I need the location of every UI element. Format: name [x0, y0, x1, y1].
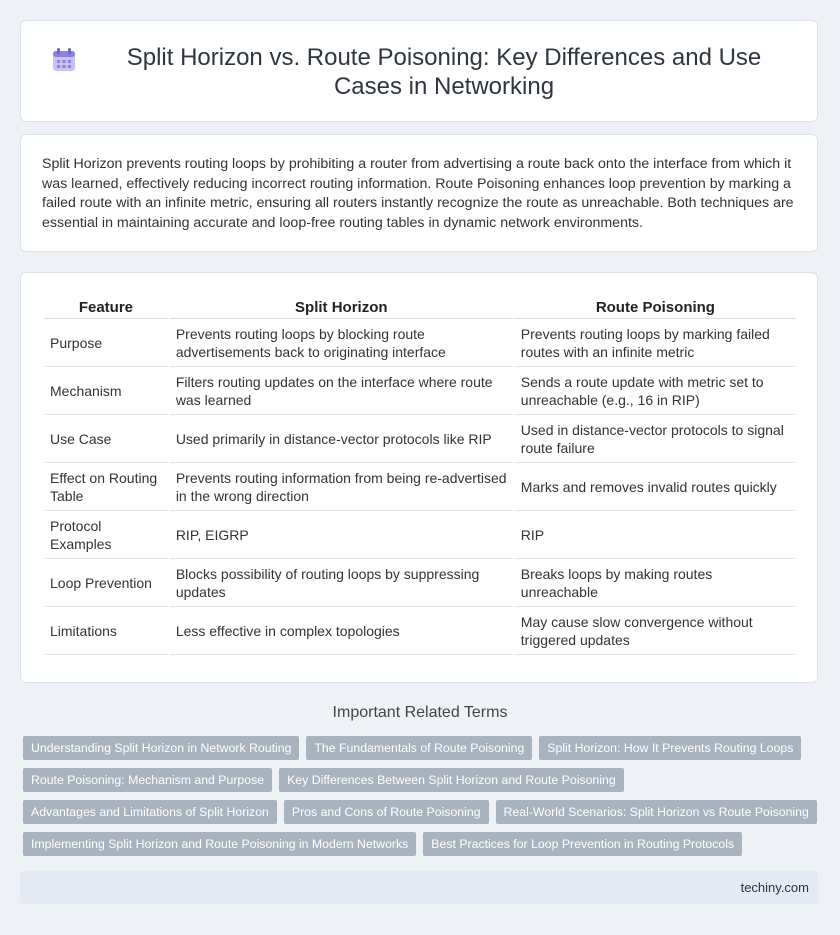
feature-cell: Loop Prevention	[44, 559, 168, 607]
table-row	[44, 559, 796, 607]
related-tags-row	[23, 768, 624, 792]
related-tag-link[interactable]: Understanding Split Horizon in Network Routing	[23, 736, 299, 760]
related-tags-row	[23, 832, 742, 856]
split-horizon-cell: Filters routing updates on the interface where route was learned	[170, 367, 513, 415]
footer-site-name[interactable]: techiny.com	[740, 880, 809, 895]
feature-cell: Protocol Examples	[44, 511, 168, 559]
route-poisoning-cell: Breaks loops by making routes unreachable	[515, 559, 796, 607]
feature-cell: Mechanism	[44, 367, 168, 415]
feature-cell: Use Case	[44, 415, 168, 463]
feature-cell: Effect on Routing Table	[44, 463, 168, 511]
feature-cell: Limitations	[44, 607, 168, 655]
route-poisoning-cell: Sends a route update with metric set to unreachable (e.g., 16 in RIP)	[515, 367, 796, 415]
table-row	[44, 367, 796, 415]
header-feature: Feature	[44, 297, 168, 319]
route-poisoning-cell: Prevents routing loops by marking failed routes with an infinite metric	[515, 319, 796, 367]
split-horizon-cell: Used primarily in distance-vector protocols like RIP	[170, 415, 513, 463]
page-title: Split Horizon vs. Route Poisoning: Key Differences and Use Cases in Networking	[126, 44, 762, 100]
table-row	[44, 319, 796, 367]
related-tag-link[interactable]: Best Practices for Loop Prevention in Routing Protocols	[423, 832, 742, 856]
split-horizon-cell: Blocks possibility of routing loops by suppressing updates	[170, 559, 513, 607]
intro-paragraph: Split Horizon prevents routing loops by prohibiting a router from advertising a route back onto the interface from which it was learned, effectively reducing incorrect routing information. Route Poisoning enhances loop prevention by marking a failed route with an infinite metric, ensuring all routers instantly recognize the route as unreachable. Both techniques are essential in maintaining accurate and loop-free routing tables in dynamic network environments.	[42, 156, 794, 231]
split-horizon-cell: Prevents routing information from being re-advertised in the wrong direction	[170, 463, 513, 511]
feature-cell: Purpose	[44, 319, 168, 367]
calendar-icon	[51, 47, 77, 73]
title-card	[20, 20, 818, 122]
related-tags-row	[23, 800, 817, 824]
footer	[20, 871, 818, 904]
route-poisoning-cell: May cause slow convergence without triggered updates	[515, 607, 796, 655]
table-row	[44, 415, 796, 463]
related-terms-heading: Important Related Terms	[332, 704, 508, 721]
related-tag-link[interactable]: Split Horizon: How It Prevents Routing Loops	[539, 736, 801, 760]
header-route-poisoning: Route Poisoning	[515, 297, 796, 319]
table-row	[44, 511, 796, 559]
related-tag-link[interactable]: Route Poisoning: Mechanism and Purpose	[23, 768, 272, 792]
header-split-horizon: Split Horizon	[170, 297, 513, 319]
related-tag-link[interactable]: Implementing Split Horizon and Route Poisoning in Modern Networks	[23, 832, 416, 856]
related-tags-row	[23, 736, 801, 760]
related-tag-link[interactable]: Real-World Scenarios: Split Horizon vs Route Poisoning	[496, 800, 817, 824]
table-row	[44, 607, 796, 655]
table-header-row	[44, 297, 796, 319]
comparison-table	[42, 297, 798, 655]
related-tag-link[interactable]: The Fundamentals of Route Poisoning	[306, 736, 532, 760]
related-tag-link[interactable]: Key Differences Between Split Horizon and Route Poisoning	[279, 768, 624, 792]
route-poisoning-cell: RIP	[515, 511, 796, 559]
split-horizon-cell: Prevents routing loops by blocking route advertisements back to originating interface	[170, 319, 513, 367]
route-poisoning-cell: Used in distance-vector protocols to signal route failure	[515, 415, 796, 463]
split-horizon-cell: Less effective in complex topologies	[170, 607, 513, 655]
route-poisoning-cell: Marks and removes invalid routes quickly	[515, 463, 796, 511]
related-tag-link[interactable]: Advantages and Limitations of Split Horizon	[23, 800, 277, 824]
split-horizon-cell: RIP, EIGRP	[170, 511, 513, 559]
table-row	[44, 463, 796, 511]
intro-card	[20, 134, 818, 252]
related-tag-link[interactable]: Pros and Cons of Route Poisoning	[284, 800, 489, 824]
comparison-table-card	[20, 272, 818, 683]
